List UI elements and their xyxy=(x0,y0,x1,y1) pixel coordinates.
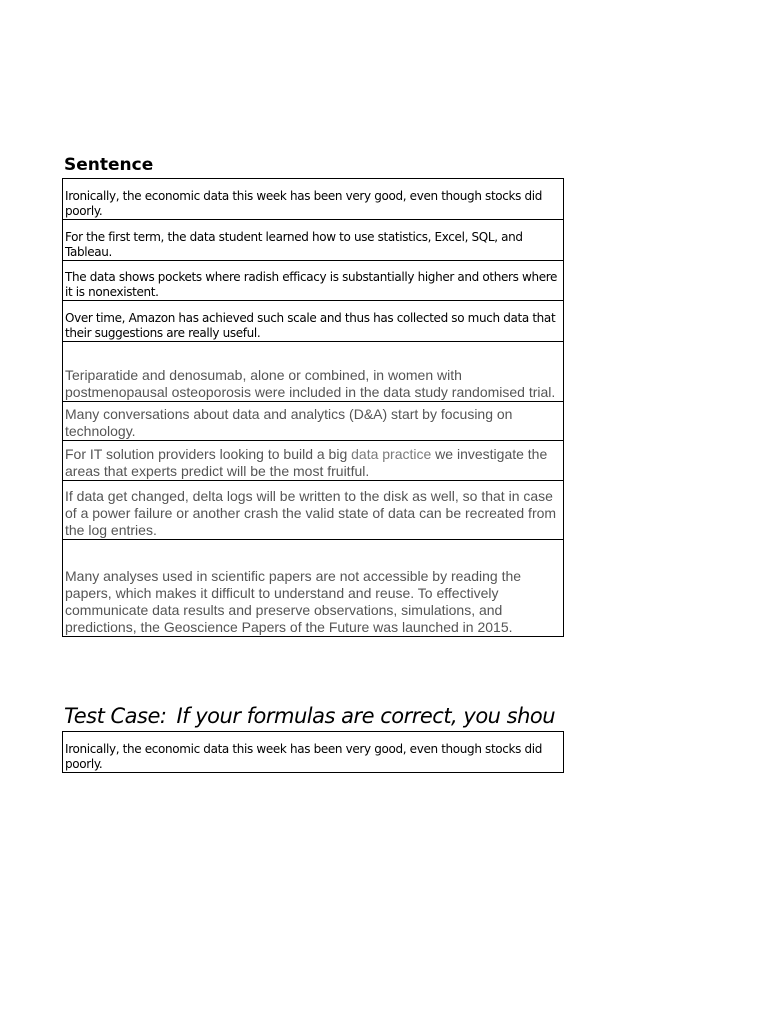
sentence-cell[interactable]: Over time, Amazon has achieved such scale and thus has collected so much data that their suggestions are really useful. xyxy=(63,301,564,342)
table-row xyxy=(63,732,564,773)
sentence-cell[interactable]: The data shows pockets where radish efficacy is substantially higher and others where it is nonexistent. xyxy=(63,261,564,301)
sentence-cell[interactable]: Ironically, the economic data this week has been very good, even though stocks did poorly. xyxy=(63,179,564,220)
sentence-cell[interactable]: Many analyses used in scientific papers are not accessible by reading the papers, which makes it difficult to understand and reuse. To effectively communicate data results and preserve observations, simulations, and predictions, the Geoscience Papers of the Future was launched in 2015. xyxy=(63,540,564,637)
sentence-cell[interactable]: Teriparatide and denosumab, alone or combined, in women with postmenopausal osteoporosis were included in the data study randomised trial. xyxy=(63,342,564,402)
sentence-column-header: Sentence xyxy=(64,155,154,175)
sentence-cell[interactable]: If data get changed, delta logs will be written to the disk as well, so that in case of a power failure or another crash the valid state of data can be recreated from the log entries. xyxy=(63,481,564,540)
table-row xyxy=(63,402,564,441)
sentence-cell[interactable]: For the first term, the data student learned how to use statistics, Excel, SQL, and Tableau. xyxy=(63,220,564,261)
highlighted-phrase: data practice xyxy=(351,446,432,462)
sentence-text: For IT solution providers looking to build a big xyxy=(65,446,352,462)
table-row xyxy=(63,342,564,402)
table-row xyxy=(63,481,564,540)
test-case-label: Test Case: xyxy=(64,704,167,728)
sentence-cell[interactable] xyxy=(63,441,564,481)
table-row xyxy=(63,179,564,220)
test-case-sentence-cell[interactable]: Ironically, the economic data this week has been very good, even though stocks did poorly. xyxy=(63,732,564,773)
table-row xyxy=(63,441,564,481)
table-row xyxy=(63,261,564,301)
test-case-table xyxy=(62,731,564,773)
table-row xyxy=(63,301,564,342)
test-case-title xyxy=(64,702,564,730)
sentence-text: we investigate the areas that experts predict will be the most fruitful. xyxy=(65,446,548,479)
test-case-instruction: If your formulas are correct, you shou xyxy=(176,704,556,728)
sentence-cell[interactable]: Many conversations about data and analytics (D&A) start by focusing on technology. xyxy=(63,402,564,441)
table-row xyxy=(63,220,564,261)
sentence-table xyxy=(62,178,564,637)
table-row xyxy=(63,540,564,637)
